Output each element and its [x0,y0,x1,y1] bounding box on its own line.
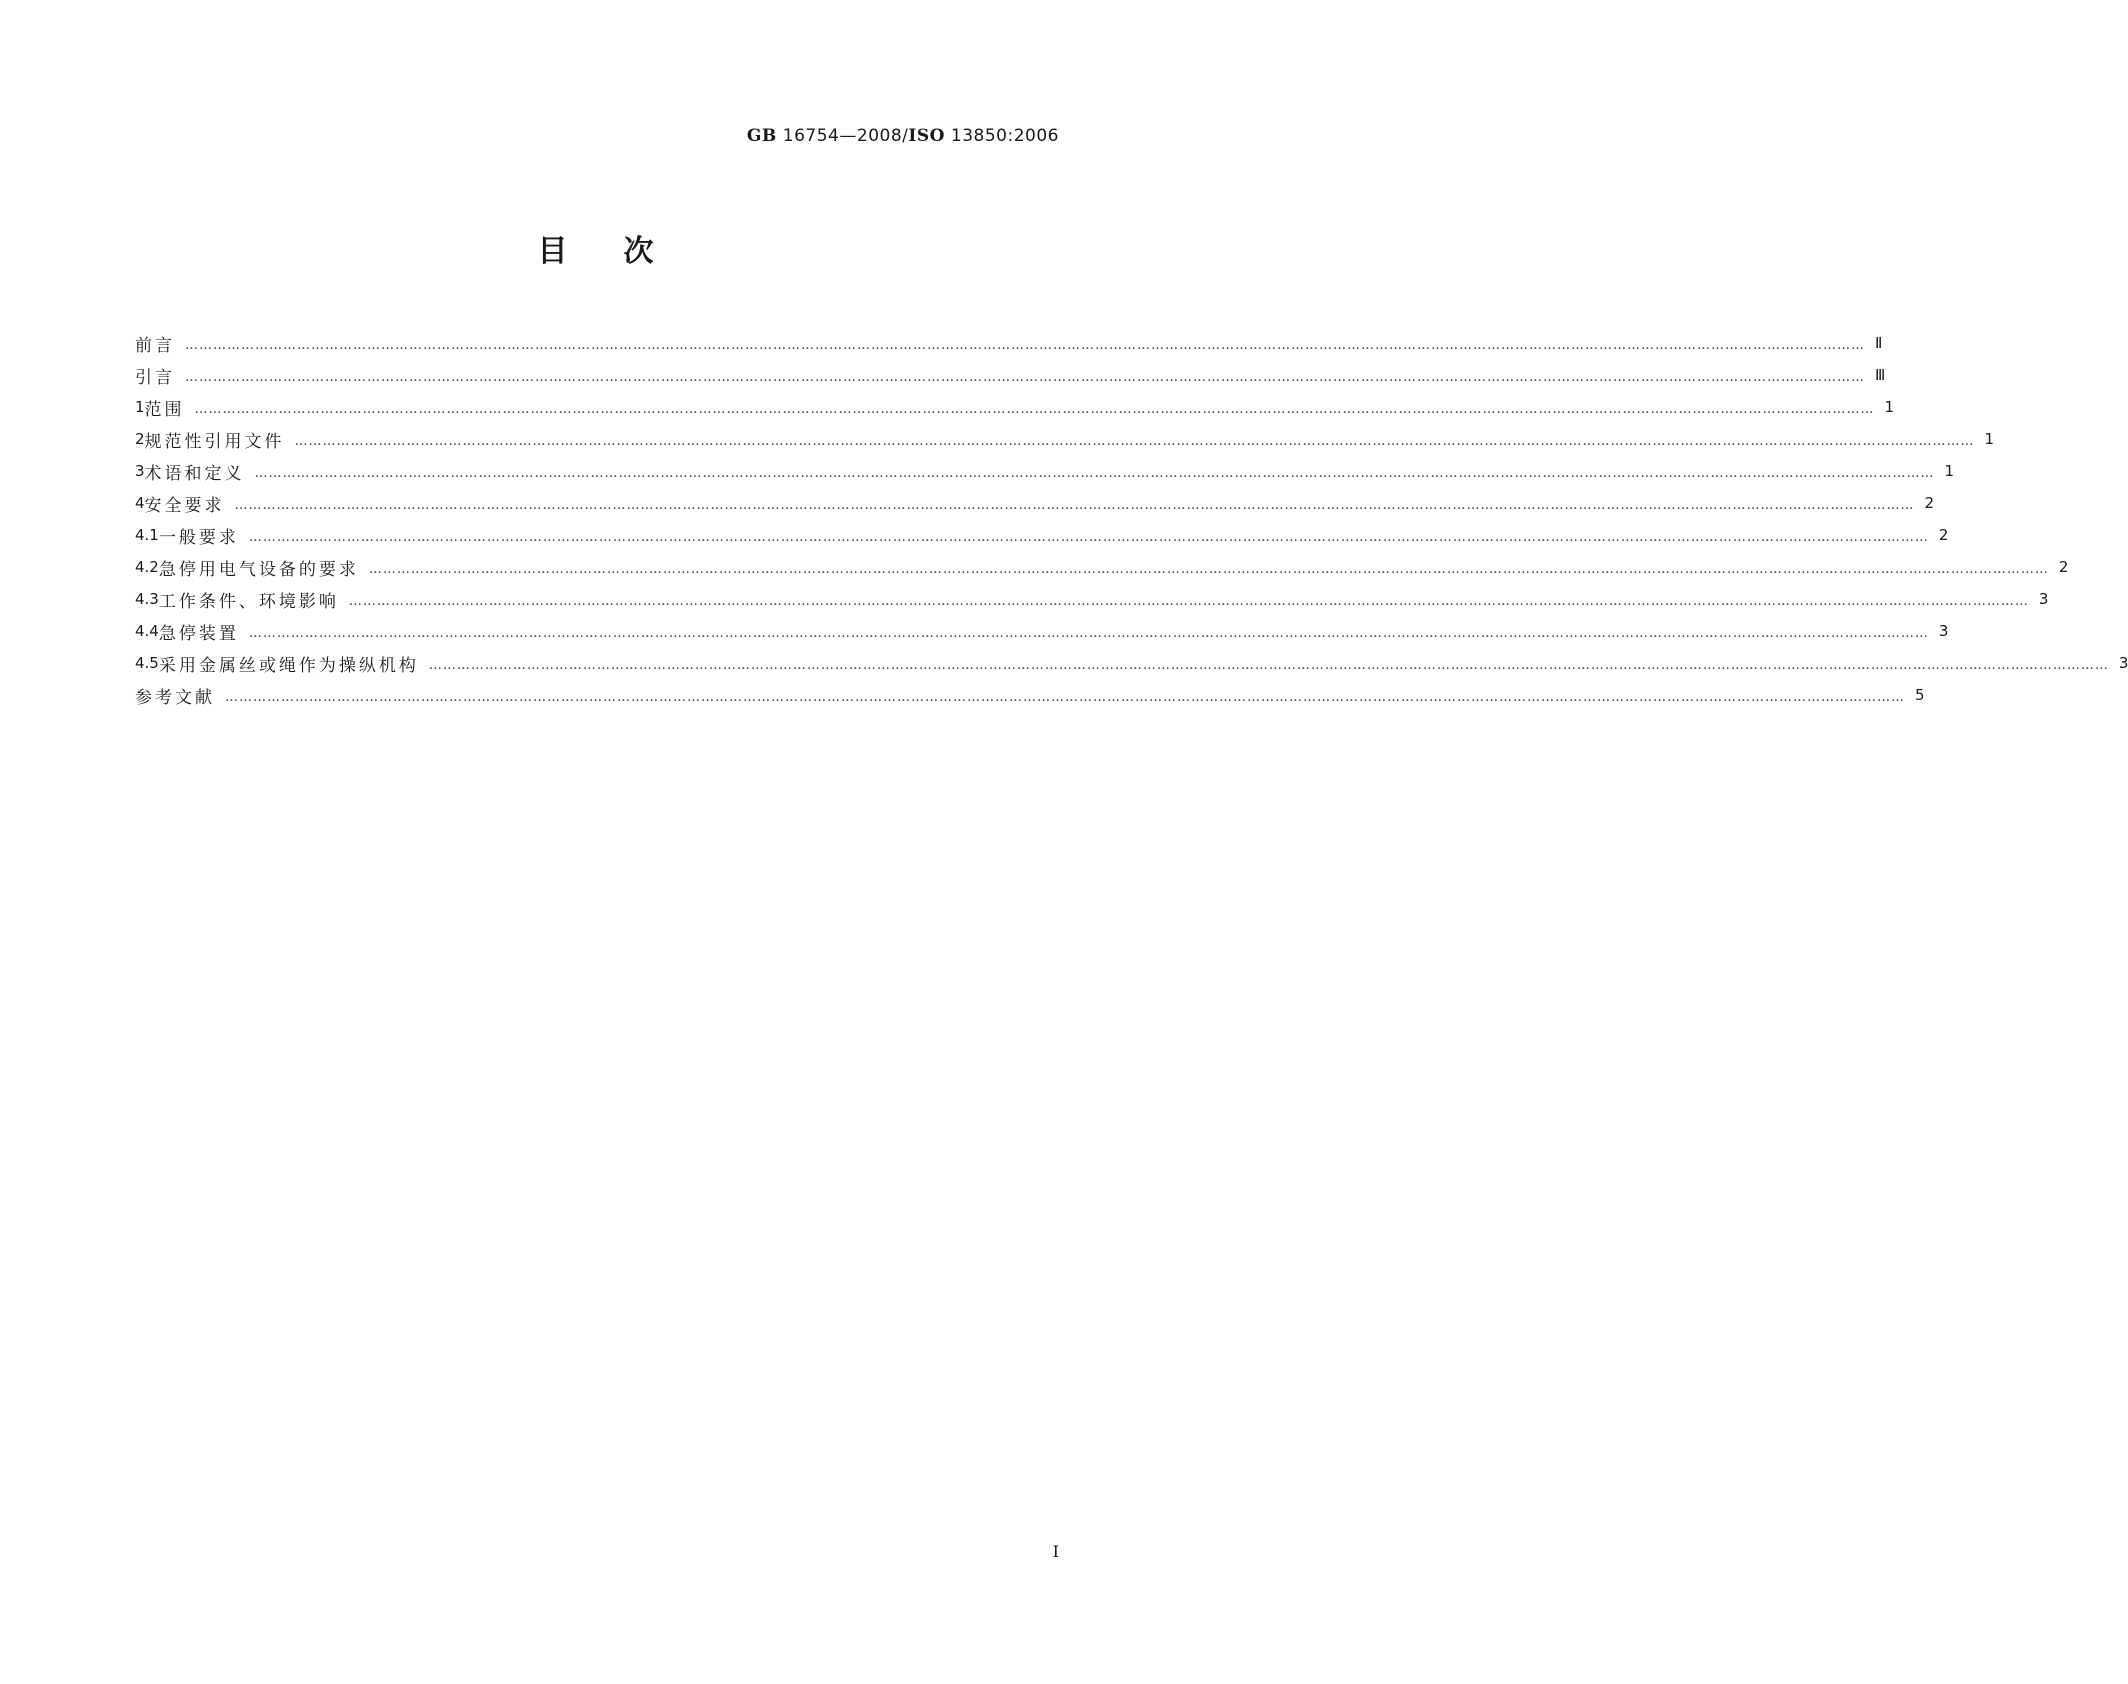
toc-item-number: 4.1 [135,526,159,544]
toc-item-text: 规范性引用文件 [144,431,285,452]
toc-item-bibliography[interactable] [135,679,1925,711]
toc-leader-dots: ……………………………………………………………………………………………………………………………………………………………………………………………………………………………………………………………………………………………………………………………… [185,369,1865,385]
toc-item-text: 前言 [135,335,175,356]
toc-item-introduction[interactable] [135,359,1886,391]
toc-item-emergency-stop-device[interactable] [135,615,1949,647]
toc-page-number: Ⅲ [1875,366,1886,384]
toc-page-number: 3 [2038,590,2049,608]
iso-number: 13850:2006 [950,126,1059,146]
toc-leader-dots: ……………………………………………………………………………………………………………………………………………………………………………………………………………………………………………………………………………………………………………………………… [248,529,1929,545]
toc-leader-dots: ……………………………………………………………………………………………………………………………………………………………………………………………………………………………………………………………………………………………………………………………… [294,433,1975,449]
toc-leader-dots: ……………………………………………………………………………………………………………………………………………………………………………………………………………………………………………………………………………………………………………………………… [368,561,2049,577]
toc-item-number: 4.3 [135,590,159,608]
toc-page-number: 5 [1915,686,1925,704]
toc-item-wire-rope-actuator[interactable] [135,647,2128,679]
toc-item-number: 4.2 [135,558,159,576]
toc-item-text: 术语和定义 [144,463,245,484]
page-number: Ⅰ [1052,1542,1059,1561]
toc-item-scope[interactable] [135,391,1895,423]
toc-page-number: 1 [1984,430,1995,448]
toc-page-number: Ⅱ [1875,334,1883,352]
toc-page-number: 1 [1884,398,1895,416]
toc-item-text: 范围 [144,399,185,420]
toc-item-normative-references[interactable] [135,423,1995,455]
toc-leader-dots: ……………………………………………………………………………………………………………………………………………………………………………………………………………………………………………………………………………………………………………………………… [234,497,1915,513]
toc-item-text: 急停用电气设备的要求 [158,559,359,580]
toc-item-number: 3 [135,462,145,480]
table-of-contents [135,327,2128,711]
toc-item-electrical-equipment[interactable] [135,551,2069,583]
toc-item-text: 安全要求 [144,495,225,516]
iso-code: ISO [908,126,945,146]
page-title: 目次 [537,234,710,269]
toc-item-general-requirements[interactable] [135,519,1949,551]
toc-item-number: 2 [135,430,145,448]
toc-item-operating-conditions[interactable] [135,583,2049,615]
toc-leader-dots: ……………………………………………………………………………………………………………………………………………………………………………………………………………………………………………………………………………………………………………………………… [185,337,1865,353]
toc-page-number: 2 [2058,558,2069,576]
toc-leader-dots: ……………………………………………………………………………………………………………………………………………………………………………………………………………………………………………………………………………………………………………………………… [348,593,2029,609]
gb-code: GB [746,126,777,146]
toc-leader-dots: ……………………………………………………………………………………………………………………………………………………………………………………………………………………………………………………………………………………………………………………………… [254,465,1935,481]
toc-leader-dots: ……………………………………………………………………………………………………………………………………………………………………………………………………………………………………………………………………………………………………………………………… [194,401,1875,417]
toc-page-number: 3 [2118,654,2128,672]
toc-item-preface[interactable] [135,327,1883,359]
toc-item-text: 引言 [135,367,175,388]
toc-item-text: 参考文献 [135,687,215,708]
toc-item-text: 急停装置 [158,623,239,644]
toc-item-number: 4 [135,494,145,512]
toc-page-number: 2 [1924,494,1935,512]
toc-page-number: 1 [1944,462,1955,480]
toc-page-number: 2 [1938,526,1949,544]
toc-leader-dots: ……………………………………………………………………………………………………………………………………………………………………………………………………………………………………………………………………………………………………………………………… [248,625,1929,641]
toc-item-number: 4.4 [135,622,159,640]
toc-item-number: 4.5 [135,654,159,672]
toc-item-text: 采用金属丝或绳作为操纵机构 [158,655,419,676]
toc-page-number: 3 [1938,622,1949,640]
toc-item-number: 1 [135,398,145,416]
toc-item-safety-requirements[interactable] [135,487,1935,519]
toc-leader-dots: ……………………………………………………………………………………………………………………………………………………………………………………………………………………………………………………………………………………………………………………………… [428,657,2109,673]
standard-number-header [747,126,1059,146]
toc-item-terms-definitions[interactable] [135,455,1955,487]
toc-leader-dots: ……………………………………………………………………………………………………………………………………………………………………………………………………………………………………………………………………………………………………………………………… [225,689,1905,705]
toc-item-text: 工作条件、环境影响 [158,591,339,612]
toc-item-text: 一般要求 [158,527,239,548]
gb-number: 16754—2008/ [782,126,909,146]
